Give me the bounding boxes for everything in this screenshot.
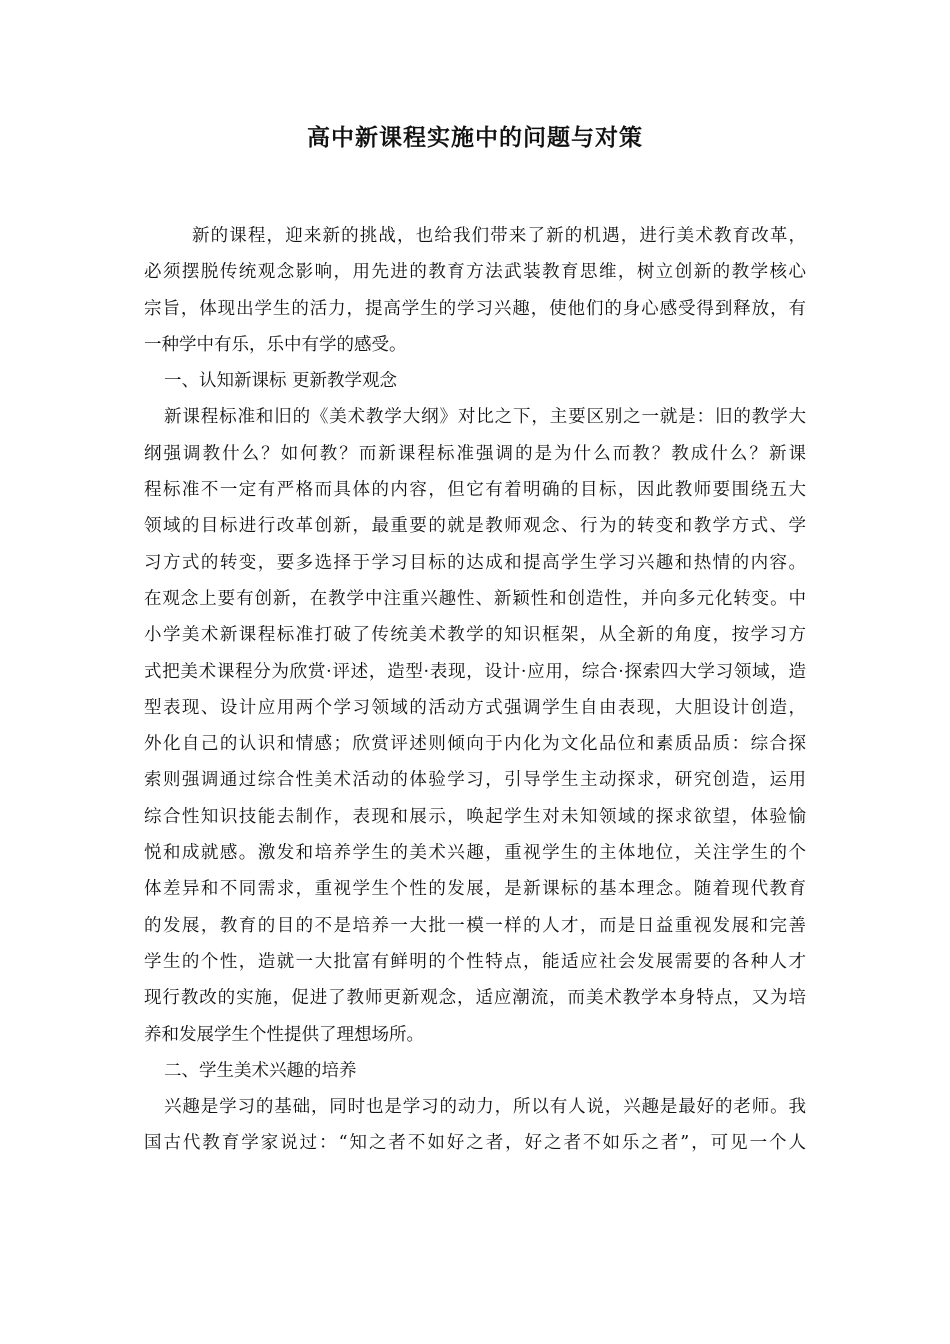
text-line: 索则强调通过综合性美术活动的体验学习，引导学生主动探求，研究创造，运用 bbox=[144, 770, 806, 791]
text-line: 宗旨，体现出学生的活力，提高学生的学习兴趣，使他们的身心感受得到释放，有 bbox=[144, 298, 806, 319]
text-line: 兴趣是学习的基础，同时也是学习的动力，所以有人说，兴趣是最好的老师。我 bbox=[164, 1097, 806, 1118]
text-line: 的发展，教育的目的不是培养一大批一模一样的人才，而是日益重视发展和完善 bbox=[144, 915, 806, 936]
document-title: 高中新课程实施中的问题与对策 bbox=[307, 124, 643, 151]
text-line: 在观念上要有创新，在教学中注重兴趣性、新颖性和创造性，并向多元化转变。中 bbox=[144, 588, 806, 609]
text-line: 新的课程，迎来新的挑战，也给我们带来了新的机遇，进行美术教育改革， bbox=[192, 226, 806, 246]
text-line: 纲强调教什么？如何教？而新课程标准强调的是为什么而教？教成什么？新课 bbox=[144, 443, 806, 464]
text-line: 必须摆脱传统观念影响，用先进的教育方法武装教育思维，树立创新的教学核心 bbox=[144, 262, 806, 283]
section-heading: 二、学生美术兴趣的培养 bbox=[164, 1060, 357, 1081]
text-line: 程标准不一定有严格而具体的内容，但它有着明确的目标，因此教师要围绕五大 bbox=[144, 480, 806, 501]
document-body bbox=[144, 218, 806, 1162]
text-line: 养和发展学生个性提供了理想场所。 bbox=[144, 1024, 424, 1045]
text-line: 学生的个性，造就一大批富有鲜明的个性特点，能适应社会发展需要的各种人才 bbox=[144, 951, 806, 972]
text-line: 小学美术新课程标准打破了传统美术教学的知识框架，从全新的角度，按学习方 bbox=[144, 625, 806, 646]
text-line: 新课程标准和旧的《美术教学大纲》对比之下，主要区别之一就是：旧的教学大 bbox=[164, 407, 806, 428]
text-line: 外化自己的认识和情感；欣赏评述则倾向于内化为文化品位和素质品质：综合探 bbox=[144, 734, 806, 755]
text-line: 习方式的转变，要多选择于学习目标的达成和提高学生学习兴趣和热情的内容。 bbox=[144, 552, 806, 573]
text-line: 型表现、设计应用两个学习领域的活动方式强调学生自由表现，大胆设计创造， bbox=[144, 697, 806, 718]
text-line: 体差异和不同需求，重视学生个性的发展，是新课标的基本理念。随着现代教育 bbox=[144, 879, 806, 900]
text-line: 一种学中有乐，乐中有学的感受。 bbox=[144, 334, 407, 355]
text-line: 综合性知识技能去制作，表现和展示，唤起学生对未知领域的探求欲望，体验愉 bbox=[144, 806, 806, 827]
text-line: 现行教改的实施，促进了教师更新观念，适应潮流，而美术教学本身特点，又为培 bbox=[144, 988, 806, 1009]
text-line: 式把美术课程分为欣赏·评述，造型·表现，设计·应用，综合·探索四大学习领域，造 bbox=[144, 661, 806, 682]
text-line: 悦和成就感。激发和培养学生的美术兴趣，重视学生的主体地位，关注学生的个 bbox=[144, 843, 806, 864]
text-line: 国古代教育学家说过：“知之者不如好之者，好之者不如乐之者”，可见一个人 bbox=[144, 1133, 806, 1154]
section-heading: 一、认知新课标 更新教学观念 bbox=[164, 371, 398, 392]
text-line: 领域的目标进行改革创新，最重要的就是教师观念、行为的转变和教学方式、学 bbox=[144, 516, 806, 537]
